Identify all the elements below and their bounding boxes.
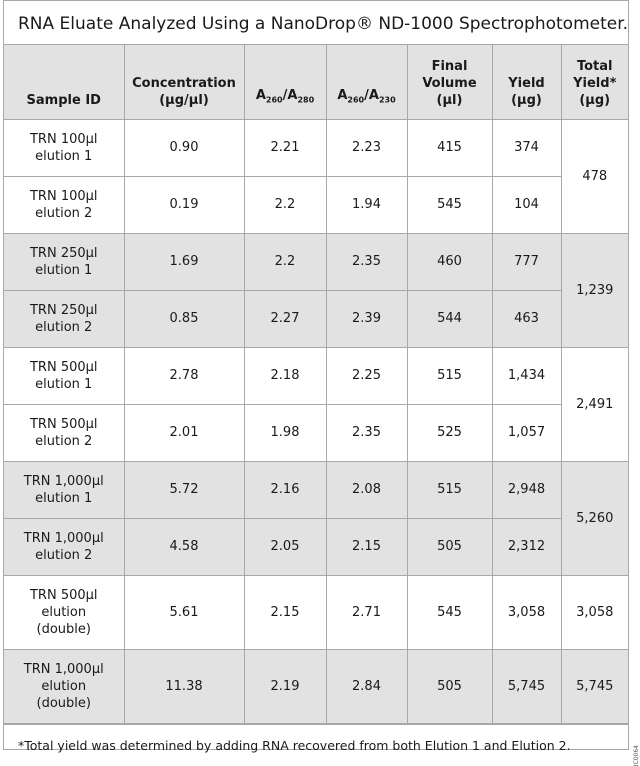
header-a260-a230: $A_{260}/A_{230}$ [326,45,407,119]
volume-cell: 460 [407,233,492,290]
table-row [4,518,628,575]
ratio-280-cell: 2.2 [244,176,326,233]
volume-cell: 515 [407,461,492,518]
concentration-cell: 2.01 [124,404,244,461]
sample-id-cell: TRN 1,000µl elution (double) [4,649,124,723]
sample-id-cell: TRN 100µl elution 2 [4,176,124,233]
volume-cell: 525 [407,404,492,461]
header-sample-id: Sample ID [4,45,124,119]
ratio-230-cell: 2.84 [326,649,407,723]
sample-id-cell: TRN 100µl elution 1 [4,119,124,176]
sample-id-cell: TRN 500µl elution 2 [4,404,124,461]
volume-cell: 545 [407,176,492,233]
table-row [4,404,628,461]
ratio-230-cell: 1.94 [326,176,407,233]
table-row [4,119,628,176]
volume-cell: 545 [407,575,492,649]
yield-cell: 1,434 [492,347,561,404]
ratio-230-cell: 2.71 [326,575,407,649]
figure-title: RNA Eluate Analyzed Using a NanoDrop® ND-1000 Spectrophotometer. [4,1,628,45]
header-yield: Yield (µg) [492,45,561,119]
sample-id-cell: TRN 500µl elution 1 [4,347,124,404]
ratio-280-cell: 2.19 [244,649,326,723]
sample-id-cell: TRN 500µl elution (double) [4,575,124,649]
total-yield-cell: 1,239 [561,233,628,347]
table-row [4,575,628,649]
header-a260-a280: $A_{260}/A_{280}$ [244,45,326,119]
sample-id-cell: TRN 1,000µl elution 2 [4,518,124,575]
ratio-230-cell: 2.25 [326,347,407,404]
header-final-volume: Final Volume (µl) [407,45,492,119]
table-row [4,347,628,404]
table-row [4,461,628,518]
yield-cell: 2,312 [492,518,561,575]
total-yield-cell: 5,260 [561,461,628,575]
header-total-yield: Total Yield* (µg) [561,45,628,119]
concentration-cell: 1.69 [124,233,244,290]
concentration-cell: 11.38 [124,649,244,723]
figure-code: IC0064 [633,745,640,766]
table-row [4,233,628,290]
yield-cell: 463 [492,290,561,347]
header-row [4,45,628,119]
sample-id-cell: TRN 250µl elution 1 [4,233,124,290]
ratio-230-cell: 2.08 [326,461,407,518]
yield-cell: 2,948 [492,461,561,518]
volume-cell: 505 [407,518,492,575]
total-yield-cell: 2,491 [561,347,628,461]
ratio-280-cell: 2.27 [244,290,326,347]
footnote: *Total yield was determined by adding RNA recovered from both Elution 1 and Elution 2. [4,724,628,766]
volume-cell: 505 [407,649,492,723]
header-concentration: Concentration (µg/µl) [124,45,244,119]
concentration-cell: 0.85 [124,290,244,347]
concentration-cell: 2.78 [124,347,244,404]
ratio-280-cell: 2.15 [244,575,326,649]
ratio-280-cell: 2.2 [244,233,326,290]
concentration-cell: 0.19 [124,176,244,233]
yield-cell: 3,058 [492,575,561,649]
sample-id-cell: TRN 1,000µl elution 1 [4,461,124,518]
volume-cell: 544 [407,290,492,347]
yield-cell: 374 [492,119,561,176]
ratio-280-cell: 2.05 [244,518,326,575]
table-row [4,290,628,347]
yield-cell: 5,745 [492,649,561,723]
ratio-280-cell: 1.98 [244,404,326,461]
concentration-cell: 0.90 [124,119,244,176]
ratio-280-cell: 2.16 [244,461,326,518]
total-yield-cell: 3,058 [561,575,628,649]
ratio-280-cell: 2.21 [244,119,326,176]
volume-cell: 515 [407,347,492,404]
results-table [4,45,628,724]
concentration-cell: 5.72 [124,461,244,518]
yield-cell: 777 [492,233,561,290]
volume-cell: 415 [407,119,492,176]
ratio-280-cell: 2.18 [244,347,326,404]
concentration-cell: 4.58 [124,518,244,575]
table-row [4,649,628,723]
ratio-230-cell: 2.15 [326,518,407,575]
table-figure [3,0,640,766]
table-row [4,176,628,233]
total-yield-cell: 5,745 [561,649,628,723]
ratio-230-cell: 2.23 [326,119,407,176]
total-yield-cell: 478 [561,119,628,233]
ratio-230-cell: 2.39 [326,290,407,347]
yield-cell: 104 [492,176,561,233]
yield-cell: 1,057 [492,404,561,461]
ratio-230-cell: 2.35 [326,404,407,461]
concentration-cell: 5.61 [124,575,244,649]
ratio-230-cell: 2.35 [326,233,407,290]
sample-id-cell: TRN 250µl elution 2 [4,290,124,347]
